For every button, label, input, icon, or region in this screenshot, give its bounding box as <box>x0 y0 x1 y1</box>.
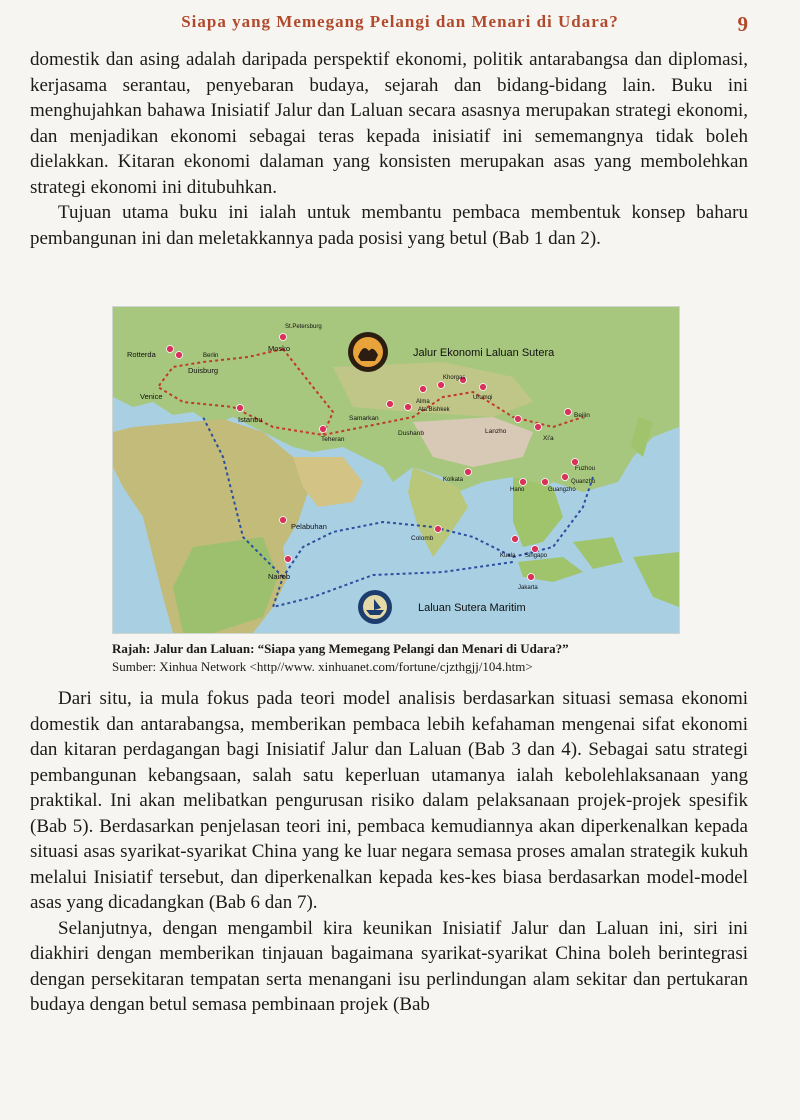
marker-almaty <box>420 386 427 393</box>
label-beijing: Beijin <box>574 412 590 419</box>
paragraph: Selanjutnya, dengan mengambil kira keunikan Inisiatif Jalur dan Laluan ini, siri ini diakhiri dengan memberikan tinjauan bagaimana syarikat-syarikat China boleh berintegrasi dengan persekitaran tempatan serta menangani isu perlindungan alam sekitar dan pertukaran budaya dengan betul semasa pembinaan projek (Bab <box>30 917 748 1015</box>
belt-road-map <box>112 306 680 634</box>
label-urumqi: Urumqi <box>473 395 493 401</box>
label-quanzhou: Quanzho <box>571 479 596 485</box>
label-dushanbe: Dushanb <box>398 430 425 437</box>
marker-lanzhou <box>515 416 522 423</box>
label-jakarta: Jakarta <box>518 585 538 591</box>
running-title: Siapa yang Memegang Pelangi dan Menari di Udara? <box>181 12 619 31</box>
figure-caption <box>112 640 712 676</box>
marker-moscow <box>280 334 287 341</box>
label-guangzhou: Guangzho <box>548 487 576 493</box>
caption-title: Rajah: Jalur dan Laluan: “Siapa yang Memegang Pelangi dan Menari di Udara?” <box>112 641 569 656</box>
label-xian: Xi'a <box>543 435 554 442</box>
label-piraeus: Pelabuhan <box>291 522 327 531</box>
label-tehran: Teheran <box>321 436 345 443</box>
marker-jakarta <box>528 574 535 581</box>
map-title-land: Jalur Ekonomi Laluan Sutera <box>413 347 555 359</box>
marker-fuzhou <box>572 459 579 466</box>
marker-urumqi <box>480 384 487 391</box>
marker-duisburg <box>176 352 183 359</box>
label-rotterdam: Rotterda <box>127 350 156 359</box>
marker-beijing <box>565 409 572 416</box>
label-istanbul: Istanbu <box>238 415 263 424</box>
marker-singapore <box>532 546 539 553</box>
label-khorgas: Khorgas <box>443 375 466 381</box>
label-lanzhou: Lanzho <box>485 428 507 435</box>
marker-colombo <box>435 526 442 533</box>
marker-kolkata <box>465 469 472 476</box>
label-duisburg: Duisburg <box>188 366 219 375</box>
label-hanoi: Hano <box>510 487 525 493</box>
caption-source: Sumber: Xinhua Network <http//www. xinhuanet.com/fortune/cjzthgjj/104.htm> <box>112 659 533 674</box>
label-berlin: Berlin <box>203 353 219 359</box>
map-illustration <box>113 307 679 633</box>
marker-rotterdam <box>167 346 174 353</box>
label-almaty: Alma <box>416 399 430 405</box>
paragraph: domestik dan asing adalah daripada perspektif ekonomi, politik antarabangsa dan diplomasi, kerjasama serantau, penyebaran budaya, sejarah dan bidang-bidang lain. Buku ini menghujahkan bahawa Inisiatif Jalur dan Laluan secara asasnya merupakan strategi ekonomi, dan menjadikan ekonomi sebagai teras kepada inisiatif ini sememangnya tidak boleh dielakkan. Kitaran ekonomi dalaman yang konsisten merupakan asas yang membolehkan strategi ekonomi ini ditubuhkan. <box>30 49 748 198</box>
paragraph: Tujuan utama buku ini ialah untuk membantu pembaca membentuk konsep baharu pembangunan ini dan meletakkannya pada posisi yang betul (Bab 1 dan 2). <box>30 202 748 249</box>
paragraph: Dari situ, ia mula fokus pada teori model analisis berdasarkan situasi semasa ekonomi domestik dan antarabangsa, memberikan pembaca lebih kefahaman mengenai sifat ekonomi dan kitaran perdagangan bagi Inisiatif Jalur dan Laluan (Bab 3 dan 4). Sebagai satu strategi pembangunan kebangsaan, salah satu keperluan utamanya ialah kebolehlaksanaan yang praktikal. Ini akan melibatkan pengurusan risiko dalam pelaksanaan projek-projek spesifik (Bab 5). Berdasarkan penjelasan teori ini, pembaca kemudiannya akan diperkenalkan kepada situasi asas syarikat-syarikat China yang ke luar negara semasa proses amalan strategik kukuh melalui Inisiatif tersebut, dan diperkenalkan kepada kes-kes biasa berdasarkan model-model asas yang dicadangkan (Bab 6 dan 7). <box>30 688 748 913</box>
label-nairobi: Nairob <box>268 572 291 581</box>
body-text-top <box>30 47 748 251</box>
body-text-bottom <box>30 686 748 1018</box>
label-venice: Venice <box>140 392 163 401</box>
marker-istanbul <box>237 405 244 412</box>
marker-hanoi <box>520 479 527 486</box>
marker-dushanbe <box>405 404 412 411</box>
label-samarkand: Samarkan <box>349 415 379 422</box>
label-singapore: Singapo <box>525 553 548 559</box>
label-kuala-lumpur: Kuala <box>500 553 516 559</box>
marker-samarkand <box>387 401 394 408</box>
map-title-sea: Laluan Sutera Maritim <box>418 602 526 614</box>
marker-guangzhou <box>542 479 549 486</box>
marker-quanzhou <box>562 474 569 481</box>
page-number: 9 <box>737 12 748 36</box>
label-fuzhou: Fuzhou <box>575 466 596 472</box>
marker-bishkek <box>438 382 445 389</box>
label-moscow: Mosko <box>268 344 291 353</box>
label-st-petersburg: St.Petersburg <box>285 324 322 330</box>
marker-nairobi <box>285 556 292 563</box>
marker-piraeus <box>280 517 287 524</box>
marker-xian <box>535 424 542 431</box>
label-kolkata: Kolkata <box>443 477 464 483</box>
label-bishkek: Ata Bishkek <box>418 407 450 413</box>
label-colombo: Colomb <box>411 535 434 542</box>
marker-tehran <box>320 426 327 433</box>
marker-kuala-lumpur <box>512 536 519 543</box>
